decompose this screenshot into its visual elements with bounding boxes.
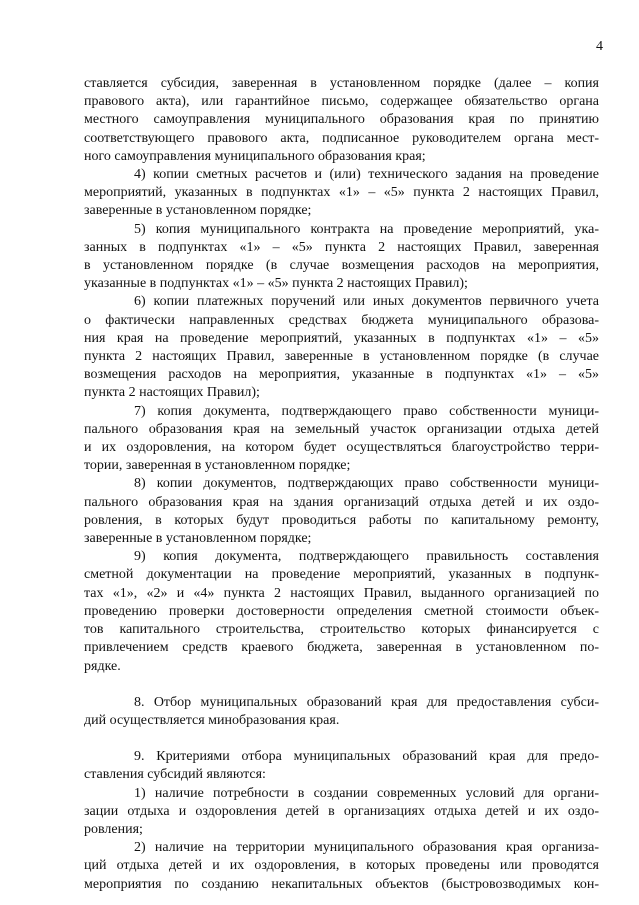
text-line: 5) копия муниципального контракта на проведение мероприятий, ука- xyxy=(134,221,599,237)
text-line: пункта 2 настоящих Правил); xyxy=(84,385,260,401)
text-line: 8. Отбор муниципальных образований края для предоставления субси- xyxy=(134,694,599,710)
text-line: сметной документации на проведение мероприятий, указанных в подпунк- xyxy=(84,567,599,583)
text-line: мероприятий, указанных в подпунктах «1» – «5» пункта 2 настоящих Правил, xyxy=(84,185,599,201)
text-line: 9. Критериями отбора муниципальных образований края для предо- xyxy=(134,749,599,765)
paragraph xyxy=(84,293,599,402)
paragraph xyxy=(84,748,599,784)
text-line: 4) копии сметных расчетов и (или) технического задания на проведение xyxy=(134,167,599,183)
text-line: зации отдыха и оздоровления детей в организациях отдыха детей и их оздо- xyxy=(84,803,599,819)
text-line: 1) наличие потребности в создании современных условий для органи- xyxy=(134,785,599,801)
text-line: в установленном порядке (в случае возмещения расходов на мероприятия, xyxy=(84,258,599,274)
text-line: дий осуществляется минобразования края. xyxy=(84,712,340,728)
text-line: ния края на проведение мероприятий, указанных в подпунктах «1» – «5» xyxy=(84,330,599,346)
text-line: ставляется субсидия, заверенная в установленном порядке (далее – копия xyxy=(84,76,599,91)
text-line: заверенные в установленном порядке; xyxy=(84,203,312,219)
text-line: заверенные в установленном порядке; xyxy=(84,531,312,547)
text-line: возмещения расходов на мероприятия, указанные в подпунктах «1» – «5» xyxy=(84,367,599,383)
paragraph xyxy=(84,839,599,894)
text-line: привлечением средств краевого бюджета, заверенная в установленном по- xyxy=(84,640,599,656)
text-line: занных в подпунктах «1» – «5» пункта 2 настоящих Правил, заверенная xyxy=(84,239,599,255)
document-body xyxy=(84,75,599,894)
text-line: 2) наличие на территории муниципального образования края организа- xyxy=(134,840,599,856)
text-line: проведению проверки достоверности определения сметной стоимости объек- xyxy=(84,603,599,619)
text-line: 9) копия документа, подтверждающего правильность составления xyxy=(134,549,599,565)
text-line: ного самоуправления муниципального образования края; xyxy=(84,148,426,164)
text-line: 8) копии документов, подтверждающих право собственности муници- xyxy=(134,476,599,492)
paragraph xyxy=(84,166,599,221)
text-line: тах «1», «2» и «4» пункта 2 настоящих Правил, выданного организацией по xyxy=(84,585,599,601)
text-line: ставления субсидий являются: xyxy=(84,767,266,783)
paragraph-gap xyxy=(84,676,599,694)
text-line: пального образования края на здания организаций отдыха детей и их оздо- xyxy=(84,494,599,510)
text-line: ровления; xyxy=(84,821,143,837)
paragraph xyxy=(84,548,599,675)
text-line: соответствующего правового акта, подписанное руководителем органа мест- xyxy=(84,130,599,146)
text-line: рядке. xyxy=(84,658,121,674)
text-line: пального образования края на земельный участок организации отдыха детей xyxy=(84,421,599,437)
paragraph xyxy=(84,75,599,166)
text-line: ровления, в которых будут проводиться работы по капитальному ремонту, xyxy=(84,512,599,528)
paragraph xyxy=(84,403,599,476)
paragraph xyxy=(84,694,599,730)
paragraph xyxy=(84,475,599,548)
text-line: местного самоуправления муниципального образования края по принятию xyxy=(84,112,599,128)
text-line: пункта 2 настоящих Правил, заверенные в установленном порядке (в случае xyxy=(84,349,599,365)
text-line: правового акта), или гарантийное письмо, содержащее обязательство органа xyxy=(84,94,599,110)
text-line: о фактически направленных средствах бюджета муниципального образова- xyxy=(84,312,599,328)
paragraph xyxy=(84,785,599,840)
page-number: 4 xyxy=(596,39,603,54)
text-line: тории, заверенная в установленном порядке; xyxy=(84,458,351,474)
text-line: и их оздоровления, на котором будет осуществляться благоустройство терри- xyxy=(84,440,599,456)
paragraph-gap xyxy=(84,730,599,748)
text-line: тов капитального строительства, строительство которых финансируется с xyxy=(84,622,599,638)
paragraph xyxy=(84,221,599,294)
text-line: 7) копия документа, подтверждающего право собственности муници- xyxy=(134,403,599,419)
text-line: ций отдыха детей и их оздоровления, в которых проведены или проводятся xyxy=(84,858,599,874)
text-line: мероприятия по созданию некапитальных объектов (быстровозводимых кон- xyxy=(84,876,599,892)
text-line: 6) копии платежных поручений или иных документов первичного учета xyxy=(134,294,599,310)
text-line: указанные в подпунктах «1» – «5» пункта 2 настоящих Правил); xyxy=(84,276,468,292)
